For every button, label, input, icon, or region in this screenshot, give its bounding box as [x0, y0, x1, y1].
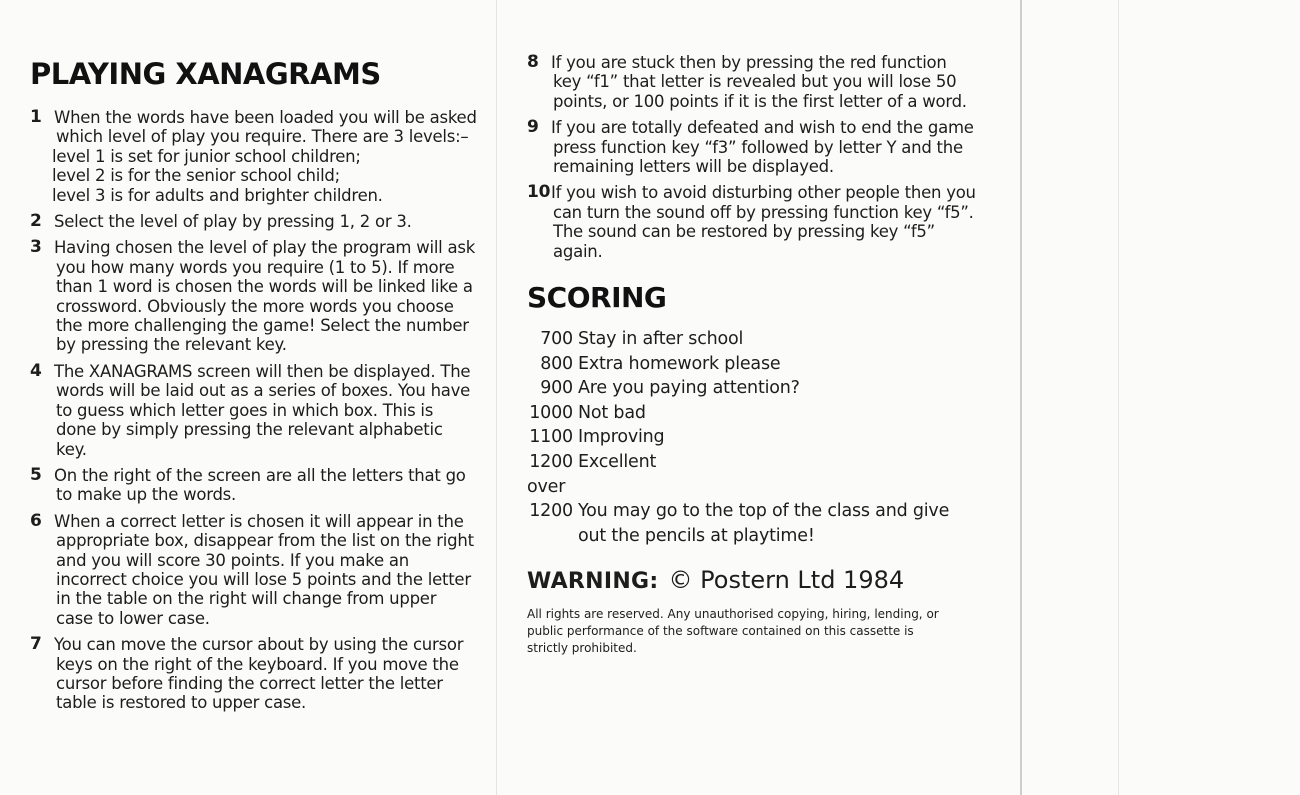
score-points: 1100 — [529, 427, 573, 448]
panel-fold-line — [1118, 0, 1119, 795]
step-number: 3 — [30, 237, 42, 258]
step-number: 2 — [30, 211, 42, 232]
instruction-list — [527, 53, 977, 261]
step-text: Select the level of play by pressing 1, 2 or 3. — [54, 212, 412, 232]
score-row — [527, 499, 977, 548]
score-label: Stay in after school — [578, 329, 744, 350]
score-points: 900 — [540, 378, 573, 399]
score-label: You may go to the top of the class and give out the pencils at playtime! — [578, 501, 950, 546]
step-text: Having chosen the level of play the program will ask you how many words you require (1 to 5). If more than 1 word is chosen the words will be linked like a crossword. Obviously the more words you choose the more challenging the game! Select the number by pressing the relevant key. — [54, 238, 476, 355]
instruction-step — [30, 635, 478, 713]
instructions-panel — [30, 56, 478, 720]
step-number: 6 — [30, 510, 42, 531]
score-row — [527, 352, 977, 377]
level-line: level 2 is for the senior school child; — [52, 166, 340, 186]
legal-notice: All rights are reserved. Any unauthorised copying, hiring, lending, or public performance of the software contained on this cassette is strictly prohibited. — [527, 607, 939, 656]
panel-fold-line — [1020, 0, 1022, 795]
instruction-step — [30, 362, 478, 459]
instruction-step — [527, 183, 977, 261]
score-points: 1200 — [529, 501, 573, 522]
step-number: 7 — [30, 634, 42, 655]
score-label: Not bad — [578, 402, 646, 423]
step-number: 1 — [30, 107, 42, 127]
score-label: Improving — [578, 427, 665, 448]
step-number: 8 — [527, 52, 539, 72]
instructions-panel-continued — [527, 53, 977, 657]
step-number: 10 — [527, 182, 551, 203]
score-label: Excellent — [578, 452, 657, 473]
score-row — [527, 450, 977, 475]
step-text: If you are totally defeated and wish to end the game press function key “f3” followed by letter Y and the remaining letters will be displayed. — [551, 118, 974, 177]
instruction-step — [527, 53, 977, 111]
over-label: over — [527, 476, 566, 497]
step-text: You can move the cursor about by using the cursor keys on the right of the keyboard. If you move the cursor before finding the correct letter the letter table is restored to upper case. — [54, 635, 464, 713]
step-text: If you wish to avoid disturbing other people then you can turn the sound off by pressing function key “f5”. The sound can be restored by pressing key “f5” again. — [551, 183, 976, 261]
warning-label: WARNING: — [527, 569, 659, 595]
score-row-over — [527, 475, 977, 500]
step-number: 9 — [527, 117, 539, 138]
scoring-table — [527, 327, 977, 548]
instruction-step — [30, 238, 478, 354]
score-label: Are you paying attention? — [578, 378, 800, 399]
step-text: When the words have been loaded you will be asked which level of play you require. There are 3 levels:– — [54, 108, 477, 147]
instruction-step — [30, 108, 478, 205]
score-points: 1200 — [529, 452, 573, 473]
instruction-step — [30, 512, 478, 628]
score-points: 800 — [540, 353, 573, 374]
warning-line — [527, 566, 977, 596]
score-row — [527, 425, 977, 450]
scoring-title: SCORING — [527, 281, 667, 315]
step-text: When a correct letter is chosen it will appear in the appropriate box, disappear from the list on the right and you will score 30 points. If you make an incorrect choice you will lose 5 points and the letter in the table on the right will change from upper case to lower case. — [54, 511, 474, 628]
step-number: 4 — [30, 360, 42, 381]
step-text: On the right of the screen are all the letters that go to make up the words. — [54, 465, 466, 505]
score-points: 700 — [540, 329, 573, 350]
step-text: If you are stuck then by pressing the red function key “f1” that letter is revealed but you will lose 50 points, or 100 points if it is the first letter of a word. — [551, 53, 967, 111]
copyright-notice: © Postern Ltd 1984 — [668, 566, 905, 595]
panel-fold-line — [496, 0, 497, 795]
score-row — [527, 376, 977, 401]
step-text: The XANAGRAMS screen will then be displayed. The words will be laid out as a series of boxes. You have to guess which letter goes in which box. This is done by simply pressing the relevant alphabetic key. — [54, 361, 471, 459]
level-line: level 3 is for adults and brighter children. — [52, 185, 383, 205]
score-label: Extra homework please — [578, 353, 781, 374]
score-row — [527, 401, 977, 426]
score-points: 1000 — [529, 402, 573, 423]
level-line: level 1 is set for junior school children; — [52, 146, 361, 166]
score-row — [527, 327, 977, 352]
instruction-list — [30, 108, 478, 713]
instruction-step — [30, 466, 478, 505]
step-number: 5 — [30, 464, 42, 485]
instruction-step — [30, 212, 478, 231]
page-title: PLAYING XANAGRAMS — [30, 57, 381, 91]
instruction-step — [527, 118, 977, 176]
